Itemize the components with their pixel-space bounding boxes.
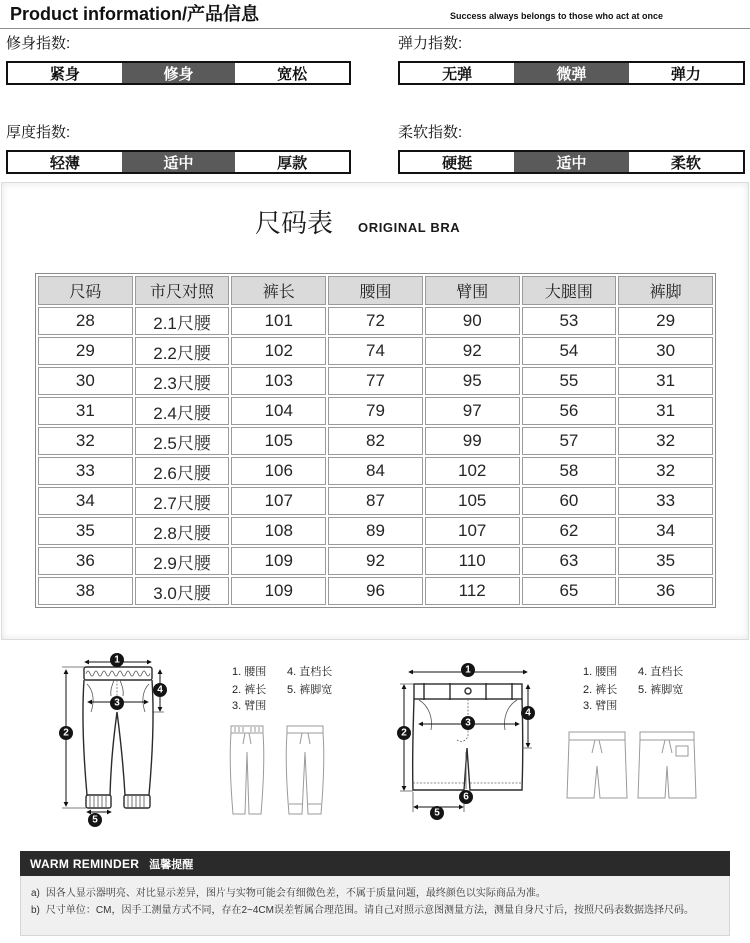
pants-outer-left: [83, 680, 87, 795]
reminder-line: [31, 885, 719, 902]
table-cell: 30: [38, 367, 133, 395]
marker-number: 3: [114, 697, 120, 709]
pants-legend-item: 2. 裤长: [232, 684, 267, 696]
sketch-waistband: [287, 726, 323, 733]
table-cell: 97: [425, 397, 520, 425]
pants-legend-item: 3. 臂围: [232, 700, 267, 712]
table-cell: 109: [231, 547, 326, 575]
table-cell: 105: [425, 487, 520, 515]
table-cell: 103: [231, 367, 326, 395]
table-cell: 74: [328, 337, 423, 365]
stretch-option: 无弹: [442, 65, 473, 83]
table-cell: 32: [618, 457, 713, 485]
pants-front-sketch: [230, 726, 264, 814]
sketch-drawstring: [592, 740, 602, 753]
reminder-title-cn: 温馨提醒: [149, 858, 194, 871]
shorts-marker-4: [521, 706, 535, 720]
fit-index-label: 修身指数:: [6, 35, 71, 52]
shorts-marker-5: [430, 806, 444, 820]
table-cell: 2.3尺腰: [135, 367, 230, 395]
table-cell: 82: [328, 427, 423, 455]
table-cell: 35: [38, 517, 133, 545]
table-cell: 95: [425, 367, 520, 395]
table-cell: 53: [522, 307, 617, 335]
table-cell: 101: [231, 307, 326, 335]
softness-option: 适中: [514, 152, 628, 172]
thickness-option: 厚款: [277, 154, 308, 172]
stretch-option: 弹力: [670, 65, 701, 83]
table-cell: 65: [522, 577, 617, 605]
marker-number: 5: [434, 807, 440, 819]
table-cell: 60: [522, 487, 617, 515]
table-cell: 33: [38, 457, 133, 485]
table-cell: 2.1尺腰: [135, 307, 230, 335]
marker-number: 6: [463, 791, 469, 803]
marker-number: 5: [92, 814, 98, 826]
table-cell: 2.5尺腰: [135, 427, 230, 455]
sketch-legs: [230, 733, 264, 814]
softness-option: 柔软: [670, 154, 701, 172]
pants-guide-lines: [62, 667, 164, 808]
table-cell: 108: [231, 517, 326, 545]
tagline: Success always belongs to those who act at once: [450, 11, 664, 21]
shorts-marker-1: [461, 663, 475, 677]
pants-marker-2: [59, 726, 73, 740]
column-header: 腰围: [328, 276, 423, 305]
sketch-legs: [638, 740, 696, 798]
table-cell: 34: [38, 487, 133, 515]
shorts-legend-item: 1. 腰围: [583, 666, 618, 678]
table-cell: 3.0尺腰: [135, 577, 230, 605]
table-cell: 35: [618, 547, 713, 575]
table-cell: 36: [38, 547, 133, 575]
table-cell: 29: [618, 307, 713, 335]
softness-option: 硬挺: [442, 154, 473, 172]
reminder-prefix: b): [31, 905, 40, 916]
sketch-details: [662, 740, 688, 756]
reminder-header: [20, 851, 730, 876]
pants-marker-5: [88, 813, 102, 827]
table-cell: 102: [231, 337, 326, 365]
fit-index-bar: [6, 61, 351, 85]
table-cell: 99: [425, 427, 520, 455]
table-cell: 109: [231, 577, 326, 605]
header-divider: [0, 28, 750, 29]
shorts-marker-3: [461, 716, 475, 730]
shorts-legend-item: 3. 臂围: [583, 700, 618, 712]
column-header: 裤长: [231, 276, 326, 305]
table-cell: 2.7尺腰: [135, 487, 230, 515]
pants-inseam: [110, 712, 125, 795]
table-cell: 90: [425, 307, 520, 335]
pants-legend-item: 4. 直档长: [287, 666, 333, 678]
table-cell: 107: [231, 487, 326, 515]
table-cell: 106: [231, 457, 326, 485]
table-cell: 63: [522, 547, 617, 575]
shorts-front-sketch: [567, 732, 627, 798]
reminder-prefix: a): [31, 888, 40, 899]
long-pants-diagram: [59, 653, 167, 827]
table-cell: 55: [522, 367, 617, 395]
table-cell: 54: [522, 337, 617, 365]
stretch-index-bar: [398, 61, 745, 85]
page-title: Product information/产品信息: [10, 4, 259, 24]
shorts-marker-2: [397, 726, 411, 740]
marker-number: 4: [525, 707, 531, 719]
table-cell: 79: [328, 397, 423, 425]
table-cell: 57: [522, 427, 617, 455]
thickness-option: 轻薄: [49, 154, 80, 172]
sketch-waistband: [569, 732, 625, 740]
reminder-title-en: WARM REMINDER: [30, 856, 140, 871]
pants-marker-4: [153, 683, 167, 697]
table-cell: 31: [618, 367, 713, 395]
thickness-option: 适中: [122, 152, 236, 172]
softness-index-label: 柔软指数:: [398, 124, 463, 141]
table-cell: 92: [425, 337, 520, 365]
marker-number: 4: [157, 684, 163, 696]
table-cell: 2.2尺腰: [135, 337, 230, 365]
column-header: 尺码: [38, 276, 133, 305]
reminder-body: [20, 876, 730, 936]
column-header: 臂围: [425, 276, 520, 305]
marker-number: 1: [114, 654, 120, 666]
pants-legend-item: 1. 腰围: [232, 666, 267, 678]
sketch-waistband: [640, 732, 694, 740]
table-cell: 29: [38, 337, 133, 365]
shorts-diagram: [397, 663, 535, 820]
table-cell: 58: [522, 457, 617, 485]
table-cell: 92: [328, 547, 423, 575]
size-table: [35, 273, 716, 608]
stretch-option: 微弹: [514, 63, 628, 83]
table-cell: 105: [231, 427, 326, 455]
table-cell: 89: [328, 517, 423, 545]
sketch-legs: [286, 733, 324, 814]
sketch-waistband: [231, 726, 263, 733]
sketch-drawstring: [243, 733, 251, 744]
thickness-index-bar: [6, 150, 351, 174]
table-cell: 102: [425, 457, 520, 485]
table-cell: 32: [38, 427, 133, 455]
size-chart-title: 尺码表: [255, 208, 334, 238]
sketch-legs: [567, 740, 627, 798]
reminder-line: [31, 902, 719, 919]
marker-number: 2: [401, 727, 407, 739]
thickness-index-label: 厚度指数:: [6, 124, 71, 141]
pants-legend-item: 5. 裤脚宽: [287, 684, 333, 696]
table-cell: 33: [618, 487, 713, 515]
shorts-legend-item: 2. 裤长: [583, 684, 618, 696]
table-cell: 77: [328, 367, 423, 395]
table-cell: 31: [618, 397, 713, 425]
sketch-drawstring: [300, 733, 310, 744]
column-header: 大腿围: [522, 276, 617, 305]
pants-back-sketch: [286, 726, 324, 814]
shorts-legend-item: 5. 裤脚宽: [638, 684, 684, 696]
fit-option: 宽松: [277, 65, 308, 83]
shorts-legend-item: 4. 直档长: [638, 666, 684, 678]
pants-marker-3: [110, 696, 124, 710]
pants-marker-1: [110, 653, 124, 667]
shorts-button: [465, 688, 471, 694]
table-cell: 2.8尺腰: [135, 517, 230, 545]
table-cell: 32: [618, 427, 713, 455]
shorts-marker-6: [459, 790, 473, 804]
fit-option: 紧身: [49, 65, 80, 83]
table-cell: 30: [618, 337, 713, 365]
table-cell: 96: [328, 577, 423, 605]
fit-option: 修身: [122, 63, 236, 83]
stretch-index-label: 弹力指数:: [398, 35, 463, 52]
column-header: 市尺对照: [135, 276, 230, 305]
table-cell: 62: [522, 517, 617, 545]
marker-number: 3: [465, 717, 471, 729]
table-cell: 38: [38, 577, 133, 605]
pants-outer-right: [149, 680, 153, 795]
table-cell: 31: [38, 397, 133, 425]
table-cell: 2.4尺腰: [135, 397, 230, 425]
softness-index-bar: [398, 150, 745, 174]
reminder-text: 因各人显示器明亮、对比显示差异，图片与实物可能会有细微色差，不属于质量问题，最终颜色以实际商品为准。: [45, 888, 546, 899]
size-chart-subtitle: ORIGINAL BRA: [358, 220, 461, 235]
table-cell: 110: [425, 547, 520, 575]
pants-cuff-ribbing: [90, 796, 144, 807]
column-header: 裤脚: [618, 276, 713, 305]
table-cell: 36: [618, 577, 713, 605]
table-cell: 72: [328, 307, 423, 335]
reminder-text: 尺寸单位：CM，因手工测量方式不同，存在2~4CM误差暂属合理范围。请自己对照示意图测量方法，测量自身尺寸后，按照尺码表数据选择尺码。: [45, 905, 694, 916]
table-cell: 87: [328, 487, 423, 515]
table-cell: 56: [522, 397, 617, 425]
table-cell: 104: [231, 397, 326, 425]
shorts-back-sketch: [638, 732, 696, 798]
table-cell: 2.9尺腰: [135, 547, 230, 575]
table-cell: 112: [425, 577, 520, 605]
marker-number: 2: [63, 727, 69, 739]
table-cell: 107: [425, 517, 520, 545]
table-cell: 34: [618, 517, 713, 545]
table-cell: 2.6尺腰: [135, 457, 230, 485]
sketch-elastic: [235, 727, 259, 732]
table-cell: 84: [328, 457, 423, 485]
marker-number: 1: [465, 664, 471, 676]
table-cell: 28: [38, 307, 133, 335]
